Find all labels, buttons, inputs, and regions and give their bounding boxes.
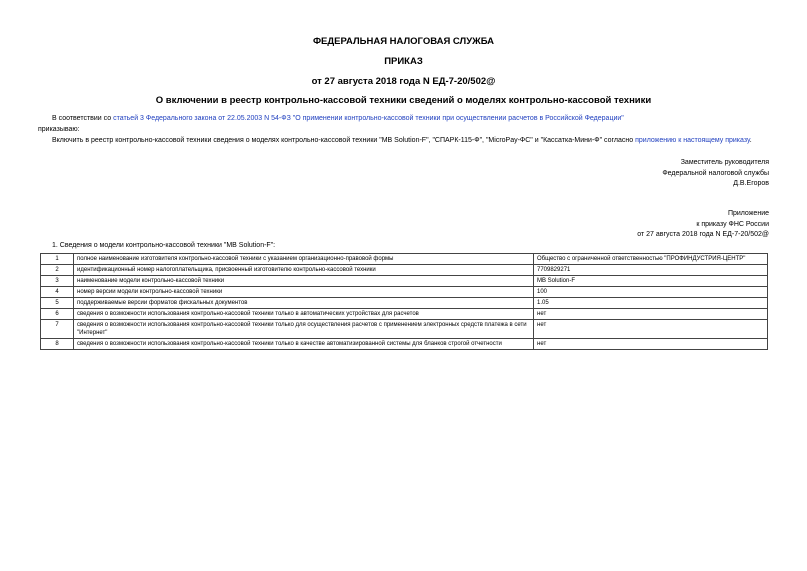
row-description: поддерживаемые версии форматов фискальных документов (74, 298, 534, 309)
table-row (41, 339, 768, 350)
appendix-title: Приложение (727, 210, 769, 217)
paragraph-decision (38, 136, 770, 146)
row-number: 3 (41, 276, 74, 287)
row-number: 6 (41, 309, 74, 320)
row-value: 100 (534, 287, 768, 298)
appendix-link[interactable]: приложению к настоящему приказу (635, 137, 750, 144)
row-value: MB Solution-F (534, 276, 768, 287)
appendix-reference: к приказу ФНС России (696, 220, 769, 228)
row-number: 5 (41, 298, 74, 309)
row-number: 7 (41, 320, 74, 339)
table-row (41, 265, 768, 276)
row-value: нет (534, 309, 768, 320)
section-title: 1. Сведения о модели контрольно-кассовой техники "MB Solution-F": (52, 242, 276, 249)
signature-organization: Федеральной налоговой службы (662, 169, 769, 177)
row-description: номер версии модели контрольно-кассовой техники (74, 287, 534, 298)
row-description: идентификационный номер налогоплательщика, присвоенный изготовителю контрольно-кассовой техники (74, 265, 534, 276)
paragraph-order: приказываю: (38, 126, 80, 133)
row-number: 2 (41, 265, 74, 276)
signature-block (662, 158, 769, 190)
paragraph-basis-text: В соответствии со (52, 115, 114, 122)
row-number: 8 (41, 339, 74, 350)
row-number: 4 (41, 287, 74, 298)
row-description: сведения о возможности использования контрольно-кассовой техники только для осуществления расчетов с применением электронных средств платежа в сети "Интернет" (74, 320, 534, 339)
table-row (41, 276, 768, 287)
row-description: сведения о возможности использования контрольно-кассовой техники только в автоматических устройствах для расчетов (74, 309, 534, 320)
table-row (41, 309, 768, 320)
row-description: наименование модели контрольно-кассовой техники (74, 276, 534, 287)
table-row (41, 298, 768, 309)
law-article-link[interactable]: статьей 3 Федерального закона от 22.05.2003 N 54-ФЗ "О применении контрольно-кассовой техники при осуществлении расчетов в Российской Федерации" (113, 115, 624, 122)
row-value: Общество с ограниченной ответственностью "ПРОФИНДУСТРИЯ-ЦЕНТР" (534, 254, 768, 265)
paragraph-decision-text: Включить в реестр контрольно-кассовой техники сведения о моделях контрольно-кассовой техники "MB Solution-F", "СПАРК-115-Ф", "MicroPay-ФС" и "Кассатка-Мини-Ф" согласно (52, 137, 636, 144)
document-date-number: от 27 августа 2018 года N ЕД-7-20/502@ (311, 76, 496, 87)
row-description: сведения о возможности использования контрольно-кассовой техники только в качестве автоматизированной системы для бланков строгой отчетности (74, 339, 534, 350)
signature-position: Заместитель руководителя (680, 159, 769, 166)
row-number: 1 (41, 254, 74, 265)
table-row (41, 320, 768, 339)
model-info-table (40, 253, 768, 350)
appendix-date-number: от 27 августа 2018 года N ЕД-7-20/502@ (637, 231, 769, 238)
agency-name: ФЕДЕРАЛЬНАЯ НАЛОГОВАЯ СЛУЖБА (312, 36, 495, 47)
row-description: полное наименование изготовителя контрольно-кассовой техники с указанием организационно-правовой формы (74, 254, 534, 265)
row-value: нет (534, 339, 768, 350)
paragraph-basis (38, 114, 770, 124)
row-value: 1.05 (534, 298, 768, 309)
row-value: 7709829271 (534, 265, 768, 276)
paragraph-decision-end: . (749, 137, 752, 144)
table-row (41, 254, 768, 265)
document-type: ПРИКАЗ (384, 56, 423, 67)
row-value: нет (534, 320, 768, 339)
document-subject: О включении в реестр контрольно-кассовой техники сведений о моделях контрольно-кассовой техники (155, 95, 652, 106)
appendix-header (637, 209, 769, 241)
table-row (41, 287, 768, 298)
signature-name: Д.В.Егоров (733, 180, 769, 187)
